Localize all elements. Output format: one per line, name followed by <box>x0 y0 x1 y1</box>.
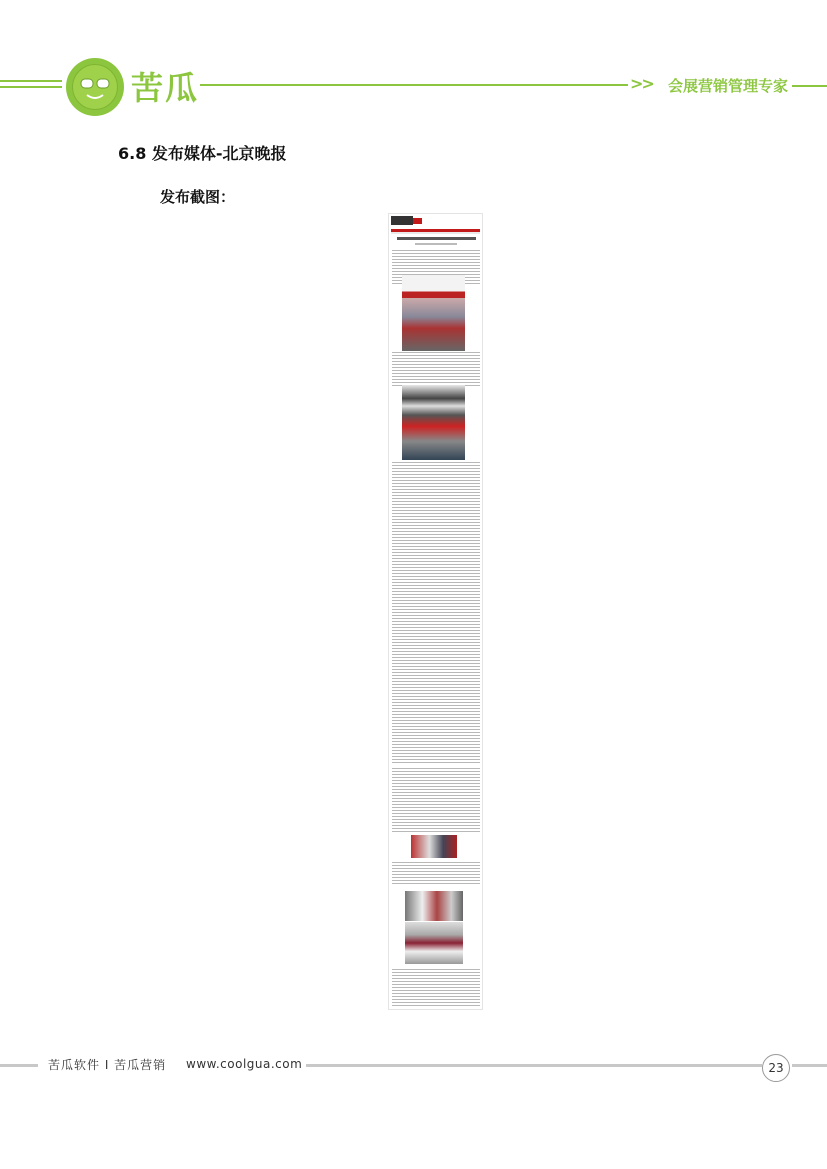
page-number: 23 <box>762 1054 790 1082</box>
screenshot-caption: 发布截图： <box>160 188 236 206</box>
article-text-block <box>392 768 480 832</box>
article-headline <box>397 237 476 240</box>
article-text-block <box>392 862 480 886</box>
header-rule-left-top <box>0 80 62 82</box>
footer-url: www.coolgua.com <box>186 1057 303 1071</box>
article-subnav-bar <box>391 232 480 234</box>
logo-text: 苦瓜 <box>131 69 200 107</box>
article-text-block <box>392 969 480 1007</box>
footer-rule <box>306 1064 762 1067</box>
footer-rule-right <box>792 1064 827 1067</box>
article-screenshot <box>388 213 483 1010</box>
article-photo-1 <box>402 275 465 351</box>
article-photo-2 <box>402 385 465 460</box>
article-text-block <box>392 352 480 386</box>
header-rule <box>200 84 628 86</box>
newspaper-logo <box>391 216 413 225</box>
header-rule-right <box>792 85 827 87</box>
newspaper-logo-mark <box>413 218 422 224</box>
footer-brand: 苦瓜软件 I 苦瓜营销 <box>48 1058 167 1072</box>
section-title: 6.8 发布媒体-北京晚报 <box>118 144 287 163</box>
header-rule-left-bottom <box>0 86 62 88</box>
header-arrows-icon: >> <box>630 74 653 93</box>
article-photo-4 <box>405 891 463 921</box>
article-text-block <box>392 462 480 764</box>
footer-rule-left <box>0 1064 38 1067</box>
logo-face-icon <box>72 64 118 110</box>
article-meta <box>415 243 457 245</box>
article-photo-3 <box>411 835 457 858</box>
article-photo-5 <box>405 922 463 964</box>
header-slogan: 会展营销管理专家 <box>668 77 789 95</box>
